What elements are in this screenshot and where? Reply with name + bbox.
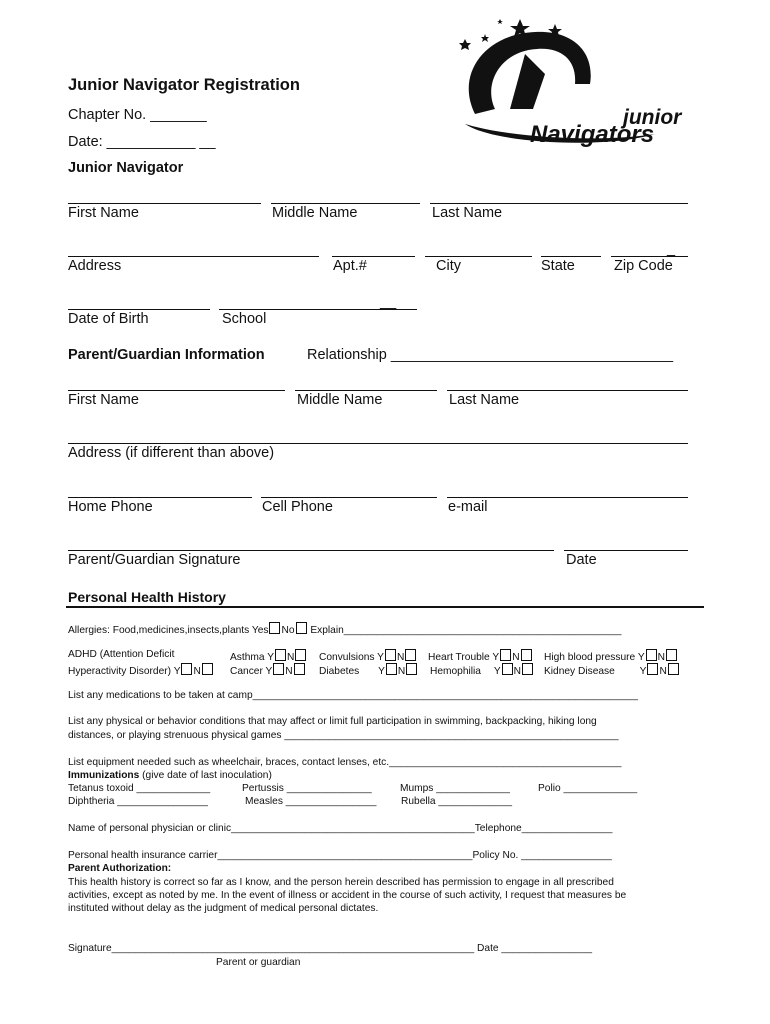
yes-label: Y (265, 666, 273, 677)
apt-line[interactable] (332, 256, 415, 257)
no-label: N (657, 652, 665, 663)
diabetes-no-checkbox[interactable] (406, 663, 417, 675)
measles-field[interactable] (245, 796, 376, 807)
diabetes-row (319, 663, 418, 677)
school-mark: __ (380, 294, 397, 310)
no-label: N (285, 666, 293, 677)
home-phone-label: Home Phone (68, 499, 153, 515)
hemophilia-yes-checkbox[interactable] (502, 663, 513, 675)
email-line[interactable] (447, 497, 688, 498)
no-label: N (193, 666, 201, 677)
insurance-field[interactable]: Personal health insurance carrier_____________________________________________Policy No. ________________ (68, 850, 612, 861)
diabetes-label: Diabetes (319, 666, 360, 677)
high-bp-row (544, 649, 678, 663)
middle-name-label: Middle Name (272, 205, 358, 221)
cancer-yes-checkbox[interactable] (273, 663, 284, 675)
yes-label: Y (173, 666, 181, 677)
conditions-text-1: List any physical or behavior conditions that may affect or limit full participation in swimming, backpacking, hiking long (68, 716, 597, 727)
cancer-label: Cancer (230, 666, 263, 677)
cancer-no-checkbox[interactable] (294, 663, 305, 675)
allergies-explain[interactable]: Explain_________________________________________________ (310, 625, 622, 636)
high-bp-no-checkbox[interactable] (666, 649, 677, 661)
immunizations-label: Immunizations (68, 770, 140, 781)
authorization-heading: Parent Authorization: (68, 863, 172, 874)
authorization-text-2: activities, except as noted by me. In the event of illness or accident in the course of such activity, I request that measures be (68, 890, 627, 901)
cell-phone-line[interactable] (261, 497, 437, 498)
mumps-field[interactable]: Mumps _____________ (400, 783, 510, 794)
yes-label: Y (378, 666, 385, 677)
no-label: N (396, 652, 405, 663)
no-label: N (513, 666, 521, 677)
convulsions-no-checkbox[interactable] (405, 649, 416, 661)
first-name-line[interactable] (68, 203, 261, 204)
no-label: N (659, 666, 667, 677)
hemophilia-label: Hemophilia (430, 666, 481, 677)
kidney-row (544, 663, 680, 677)
home-phone-line[interactable] (68, 497, 252, 498)
guardian-date-label: Date (566, 552, 597, 568)
chapter-field[interactable]: Chapter No. _______ (68, 107, 207, 123)
guardian-signature-line[interactable] (68, 550, 554, 551)
diabetes-yes-checkbox[interactable] (386, 663, 397, 675)
no-label: N (397, 666, 406, 677)
guardian-address-line[interactable] (68, 443, 688, 444)
heart-trouble-no-checkbox[interactable] (521, 649, 532, 661)
yes-label: Y (377, 652, 384, 663)
logo-text-navigators: Navigators (530, 121, 655, 148)
convulsions-label: Convulsions (319, 652, 375, 663)
signature-caption: Parent or guardian (216, 957, 301, 968)
address-line[interactable] (68, 256, 319, 257)
health-divider (66, 606, 704, 608)
last-name-label: Last Name (432, 205, 503, 221)
guardian-address-label: Address (if different than above) (68, 445, 275, 461)
physician-field[interactable]: Name of personal physician or clinic___________________________________________Telephone________________ (68, 823, 613, 834)
guardian-first-name-line[interactable] (68, 390, 285, 391)
middle-name-line[interactable] (271, 203, 420, 204)
measles-mark: __ (365, 796, 377, 807)
yes-label: Y (493, 666, 501, 677)
guardian-first-name-label: First Name (68, 392, 139, 408)
address-label: Address (68, 258, 122, 274)
junior-navigators-logo (455, 14, 705, 154)
allergies-no-label: No (281, 625, 295, 636)
school-label: School (222, 311, 267, 327)
state-label: State (541, 258, 575, 274)
guardian-last-name-label: Last Name (449, 392, 520, 408)
guardian-last-name-line[interactable] (447, 390, 688, 391)
authorization-text-3: instituted without delay as the judgment of medical personal dictates. (68, 903, 379, 914)
equipment-field[interactable]: List equipment needed such as wheelchair, braces, contact lenses, etc._________________________________________ (68, 757, 622, 768)
yes-label: Y (492, 652, 500, 663)
asthma-no-checkbox[interactable] (295, 649, 306, 661)
email-label: e-mail (448, 499, 488, 515)
adhd-label-2: Hyperactivity Disorder) (68, 666, 172, 677)
city-line[interactable] (425, 256, 532, 257)
logo-text-junior: junior (623, 106, 682, 129)
asthma-label: Asthma (230, 652, 265, 663)
authorization-text-1: This health history is correct so far as I know, and the person herein described has permission to engage in all prescribed (68, 877, 614, 888)
dob-label: Date of Birth (68, 311, 149, 327)
zip-label: Zip Code (614, 258, 673, 274)
yes-label: Y (639, 666, 647, 677)
date-field[interactable]: Date: ___________ __ (68, 134, 216, 150)
heart-trouble-yes-checkbox[interactable] (500, 649, 511, 661)
no-label: N (512, 652, 520, 663)
page-title: Junior Navigator Registration (68, 76, 300, 94)
last-name-line[interactable] (430, 203, 688, 204)
hemophilia-no-checkbox[interactable] (522, 663, 533, 675)
high-bp-yes-checkbox[interactable] (646, 649, 657, 661)
kidney-label: Kidney Disease (544, 666, 615, 677)
kidney-yes-checkbox[interactable] (647, 663, 658, 675)
allergies-no-checkbox[interactable] (296, 622, 307, 634)
guardian-middle-name-label: Middle Name (297, 392, 383, 408)
city-label: City (436, 258, 461, 274)
guardian-date-line[interactable] (564, 550, 688, 551)
zip-line[interactable] (611, 256, 688, 257)
medications-field[interactable]: List any medications to be taken at camp____________________________________________________________________ (68, 690, 638, 701)
adhd-no-checkbox[interactable] (202, 663, 213, 675)
allergies-yes-checkbox[interactable] (269, 622, 280, 634)
first-name-label: First Name (68, 205, 139, 221)
health-heading: Personal Health History (68, 589, 226, 605)
asthma-yes-checkbox[interactable] (275, 649, 286, 661)
adhd-row (68, 663, 214, 677)
conditions-field[interactable]: distances, or playing strenuous physical games ___________________________________________________________ (68, 730, 619, 741)
cancer-row (230, 663, 306, 677)
zip-mark: _ (667, 241, 676, 257)
final-signature-field[interactable]: Signature________________________________________________________________ Date ________________ (68, 943, 593, 954)
junior-navigator-heading: Junior Navigator (68, 160, 184, 176)
immunizations-heading (68, 770, 272, 781)
no-label: N (287, 652, 295, 663)
cell-phone-label: Cell Phone (262, 499, 333, 515)
dob-line[interactable] (68, 309, 210, 310)
kidney-no-checkbox[interactable] (668, 663, 679, 675)
asthma-row (230, 649, 307, 663)
tetanus-field[interactable]: Tetanus toxoid _____________ (68, 783, 211, 794)
adhd-yes-checkbox[interactable] (181, 663, 192, 675)
pertussis-field[interactable]: Pertussis _______________ (242, 783, 372, 794)
state-line[interactable] (541, 256, 601, 257)
allergies-label: Allergies: Food,medicines,insects,plants Yes (68, 625, 269, 636)
high-bp-label: High blood pressure (544, 652, 636, 663)
guardian-heading: Parent/Guardian Information (68, 347, 265, 363)
heart-trouble-row (428, 649, 533, 663)
measles-label: Measles ______________ (245, 796, 366, 807)
yes-label: Y (267, 652, 274, 663)
allergies-row (68, 622, 621, 636)
yes-label: Y (637, 652, 645, 663)
relationship-field[interactable]: Relationship ___________________________________ (307, 347, 674, 363)
convulsions-yes-checkbox[interactable] (385, 649, 396, 661)
apt-label: Apt.# (333, 258, 367, 274)
hemophilia-row (430, 663, 534, 677)
heart-trouble-label: Heart Trouble (428, 652, 490, 663)
diphtheria-field[interactable]: Diphtheria ________________ (68, 796, 208, 807)
guardian-signature-label: Parent/Guardian Signature (68, 552, 241, 568)
polio-field[interactable]: Polio _____________ (538, 783, 638, 794)
guardian-middle-name-line[interactable] (295, 390, 437, 391)
rubella-field[interactable]: Rubella _____________ (401, 796, 513, 807)
immunizations-note: (give date of last inoculation) (139, 770, 272, 781)
convulsions-row (319, 649, 417, 663)
adhd-label-1: ADHD (Attention Deficit (68, 649, 175, 660)
